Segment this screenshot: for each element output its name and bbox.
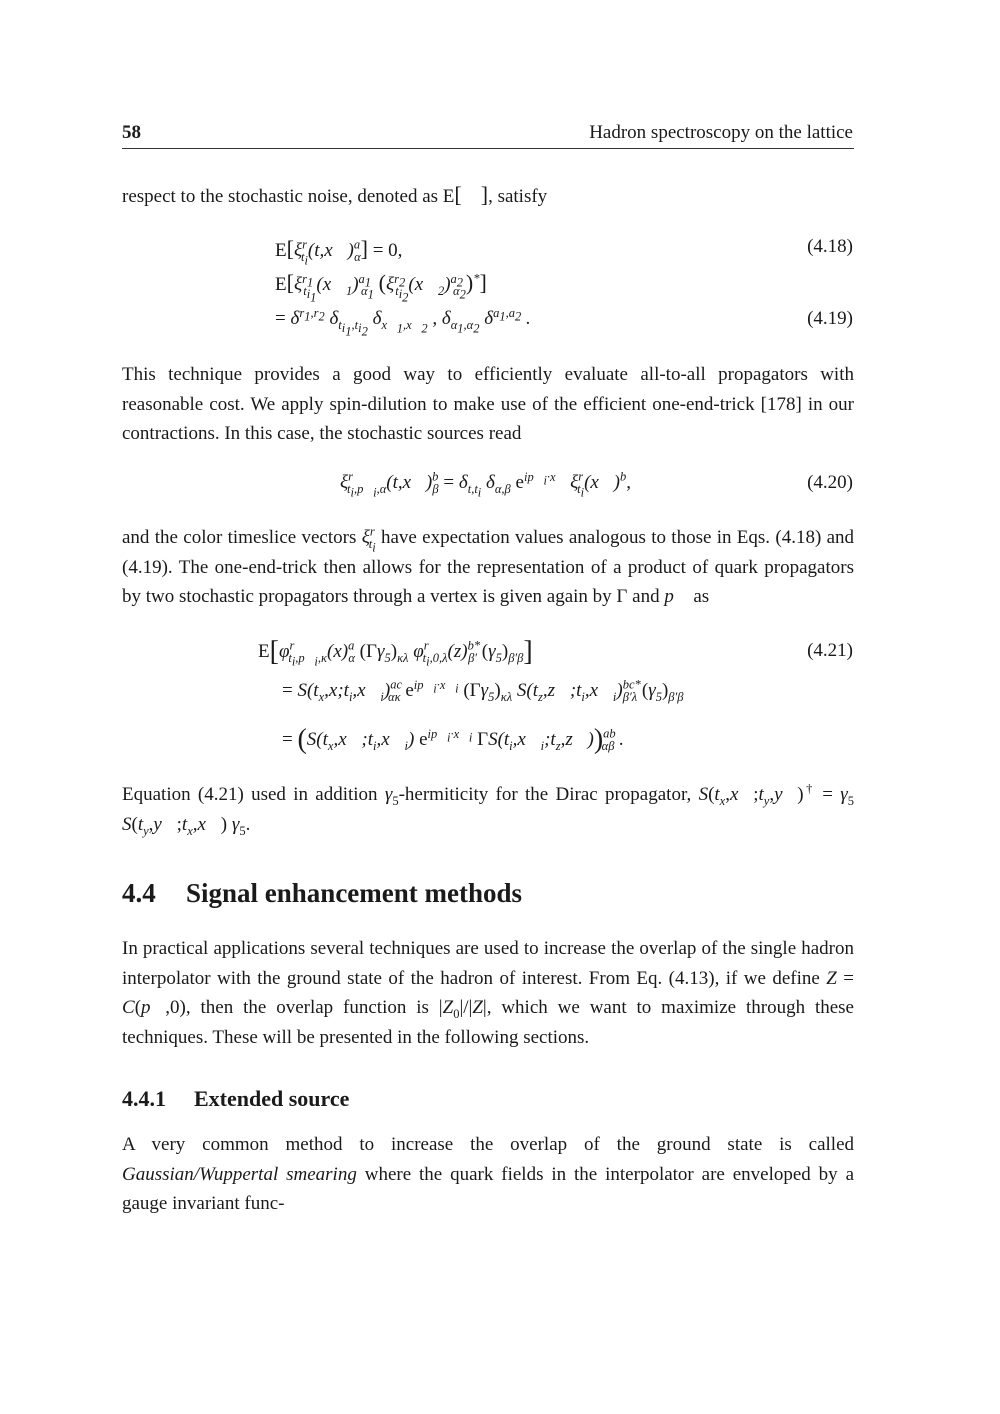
equation-number-4-19: (4.19): [807, 308, 853, 329]
equation-number-4-20: (4.20): [807, 472, 853, 493]
equation-number-4-21: (4.21): [807, 640, 853, 661]
paragraph-5: In practical applications several techniques are used to increase the overlap of the single hadron interpolator with the ground state of the hadron of interest. From Eq. (4.13), if we define Z = C(p⃗,0), then the overlap function is $|Z_0|/|Z|$, which we want to maximize through these techniques. These will be presented in the following sections.: [122, 938, 854, 1048]
section-title: Signal enhancement methods: [186, 878, 523, 908]
section-heading: [122, 878, 522, 909]
subsection-heading: [122, 1086, 349, 1112]
paragraph-6: A very common method to increase the overlap of the ground state is called Gaussian/Wuppertal smearing where the quark fields in the interpolator are enveloped by a gauge invariant func-: [122, 1134, 854, 1214]
paragraph-4: Equation (4.21) used in addition $\gamma_5$-hermiticity for the Dirac propagator, $S(t_x,x⃗;t_y,y⃗)^\dagger = \gamma_5$ $S(t_y,y⃗;t_x,x⃗)$ $\gamma_5$.: [122, 781, 854, 838]
equation-4-19-line1: $E[\xi^{r_1}_{t_{i_1}}(x⃗_1)^{a_1}_{\alpha_1}$ $(\xi^{r_2}_{t_{i_2}}(x⃗_2)^{a_2}_{\alpha_2})^*$]: [275, 270, 487, 305]
paragraph-3: and the color timeslice vectors $\xi^r_{t_i}$ have expectation values analogous to those in Eqs. (4.18) and (4.19). The one-end-trick then allows for the representation of a product of quark propagators by two stochastic propagators through a vertex is given again by Γ and p⃗ as: [122, 524, 855, 607]
equation-number-4-18: (4.18): [807, 236, 853, 257]
paragraph-2: This technique provides a good way to efficiently evaluate all-to-all propagators with reasonable cost. We apply spin-dilution to make use of the efficient one-end-trick [178] in our contractions. In this case, the stochastic sources read: [122, 364, 854, 444]
subsection-number: 4.4.1: [122, 1086, 166, 1111]
paragraph-1: respect to the stochastic noise, denoted as E[ ], satisfy: [122, 182, 548, 207]
subsection-title: Extended source: [194, 1086, 350, 1111]
running-title: Hadron spectroscopy on the lattice: [589, 122, 853, 143]
equation-4-18: $E[\xi^r_{t_i}(t,x⃗)^a_\alpha] = 0$,: [275, 236, 403, 268]
equation-4-21-line1: $E[\varphi^r_{t_i,p⃗_i,\kappa}(x)^a_\alpha$ $(\Gamma\gamma_5)_{\kappa\lambda}$ $\varphi^r_{t_i,0,\lambda}(z)^{b*}_{\beta'}$ $(\gamma_5)_{\beta'\beta}$]: [258, 636, 533, 669]
page-number: 58: [122, 122, 141, 143]
equation-4-21-line3: = ($S(t_x,x⃗;t_i,x⃗_i)$ $e^{ip⃗_i\cdot x⃗_i}$ $\Gamma S(t_i,x⃗_i;t_z,z⃗))^{ab}_{\alpha\beta}$ .: [282, 724, 624, 755]
equation-4-19-line2: = $\delta^{r_1,r_2}$ $\delta_{t_{i_1},t_{i_2}}$ $\delta_{x⃗_1,x⃗_2}$ , $\delta_{\alpha_1,\alpha_2}$ $\delta^{a_1,a_2}$ .: [275, 305, 531, 339]
section-number: 4.4: [122, 878, 156, 908]
equation-4-21-line2: = $S(t_x,x;t_i,x⃗_i)^{ac}_{\alpha\kappa}$ $e^{ip⃗_i\cdot x⃗_i}$ $(\Gamma\gamma_5)_{\kappa\lambda}$ $S(t_z,z⃗;t_i,x⃗_i)^{bc*}_{\beta'\lambda}$ $(\gamma_5)_{\beta'\beta}$: [282, 677, 684, 704]
header-rule: [122, 148, 854, 149]
equation-4-20: $\xi^r_{t_i,p⃗_i,\alpha}(t,x⃗)^b_\beta = \delta_{t,t_i}$ $\delta_{\alpha,\beta}$ $e^{ip⃗_i\cdot x⃗}$ $\xi^r_{t_i}(x⃗)^b$,: [340, 469, 631, 500]
